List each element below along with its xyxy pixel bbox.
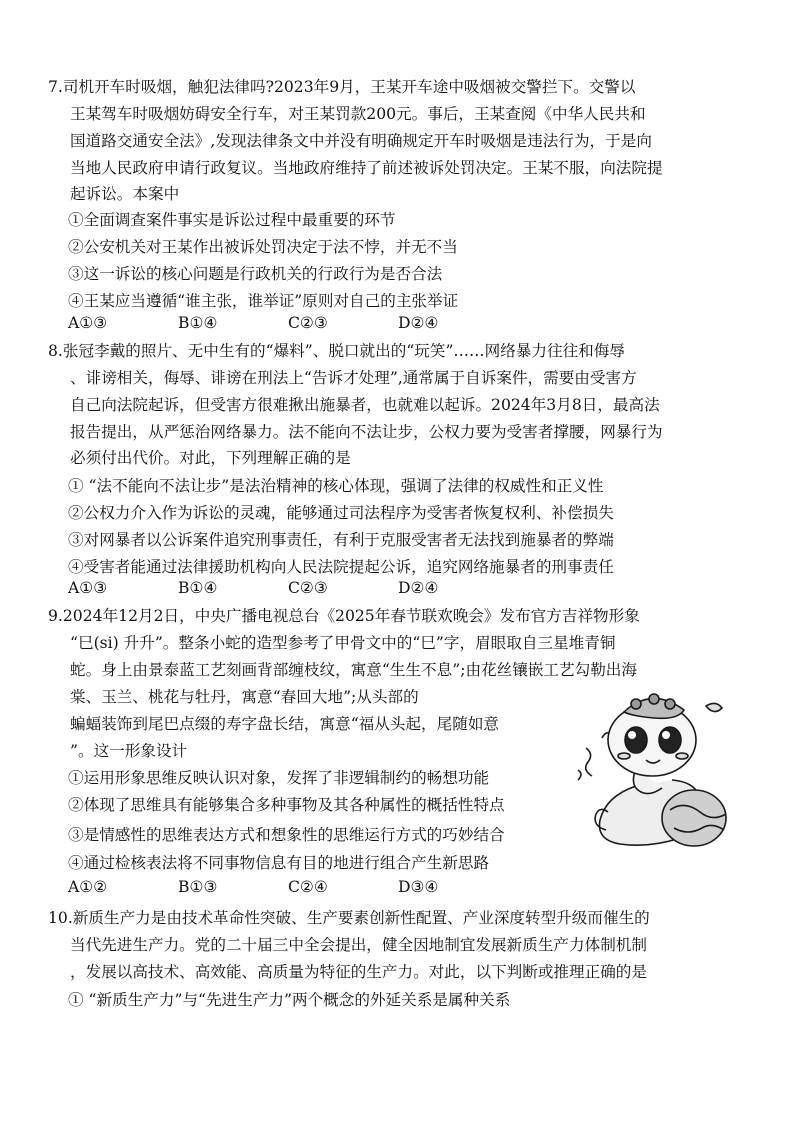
option-2: ②公权力介入作为诉讼的灵魂，能够通过司法程序为受害者恢复权利、补偿损失 [68,504,614,522]
question-stem-line: 必须付出代价。对此，下列理解正确的是 [70,449,351,467]
option-1: ① “法不能向不法让步”是法治精神的核心体现，强调了法律的权威性和正义性 [68,477,604,495]
question-stem-line: 当地人民政府申请行政复议。当地政府维持了前述被诉处罚决定。王某不服，向法院提 [70,159,663,177]
choice-d[interactable]: D③④ [398,878,439,896]
answer-choices [68,578,508,598]
question-stem-line: 当代先进生产力。党的二十届三中全会提出，健全因地制宜发展新质生产力体制机制 [70,936,647,954]
choice-c[interactable]: C②③ [288,579,328,597]
question-stem-line: 报告提出，从严惩治网络暴力。法不能向不法让步，公权力要为受害者撑腰，网暴行为 [70,423,663,441]
choice-c[interactable]: C②③ [288,314,328,332]
question-stem-line: 蛇。身上由景泰蓝工艺刻画背部缠枝纹，寓意“生生不息”;由花丝镶嵌工艺勾勒出海 [70,661,637,679]
question-stem-line: 王某驾车时吸烟妨碍安全行车，对王某罚款200元。事后，王某查阅《中华人民共和 [70,105,646,123]
question-stem-line: 7.司机开车时吸烟，触犯法律吗?2023年9月，王某开车途中吸烟被交警拦下。交警以 [48,78,636,96]
question-stem-line: 国道路交通安全法》,发现法律条文中并没有明确规定开车时吸烟是违法行为，于是向 [70,132,652,150]
option-3: ③对网暴者以公诉案件追究刑事责任，有利于克服受害者无法找到施暴者的弊端 [68,531,614,549]
choice-b[interactable]: B①④ [178,579,218,597]
question-stem-line: “巳(si) 升升”。整条小蛇的造型参考了甲骨文中的“巳”字，眉眼取自三星堆青铜 [70,634,616,652]
option-3: ③是情感性的思维表达方式和想象性的思维运行方式的巧妙结合 [68,826,505,844]
question-stem-line: 起诉讼。本案中 [70,185,180,203]
question-stem-line: 8.张冠李戴的照片、无中生有的“爆料”、脱口就出的“玩笑”……网络暴力往往和侮辱 [48,342,625,360]
option-1: ① “新质生产力”与“先进生产力”两个概念的外延关系是属种关系 [68,991,511,1009]
choice-c[interactable]: C②④ [288,878,328,896]
option-4: ④通过检核表法将不同事物信息有目的地进行组合产生新思路 [68,854,490,872]
choice-d[interactable]: D②④ [398,579,439,597]
option-1: ①运用形象思维反映认识对象，发挥了非逻辑制约的畅想功能 [68,769,490,787]
question-stem-line: 、诽谤相关，侮辱、诽谤在刑法上“告诉才处理”,通常属于自诉案件，需要由受害方 [70,369,637,387]
question-stem-line: 9.2024年12月2日，中央广播电视总台《2025年春节联欢晚会》发布官方吉祥物形象 [48,607,640,625]
answer-choices [68,877,508,897]
choice-d[interactable]: D②④ [398,314,439,332]
question-stem-line: 10.新质生产力是由技术革命性突破、生产要素创新性配置、产业深度转型升级而催生的 [48,909,650,927]
question-stem-line: 棠、玉兰、桃花与牡丹，寓意“春回大地”;从头部的 [70,688,419,706]
option-1: ①全面调查案件事实是诉讼过程中最重要的环节 [68,211,396,229]
option-3: ③这一诉讼的核心问题是行政机关的行政行为是否合法 [68,265,443,283]
option-4: ④王某应当遵循“谁主张，谁举证”原则对自己的主张举证 [68,292,459,310]
choice-a[interactable]: A①③ [68,579,108,597]
choice-a[interactable]: A①② [68,878,108,896]
option-2: ②体现了思维具有能够集合多种事物及其各种属性的概括性特点 [68,796,505,814]
question-stem-line: 自己向法院起诉，但受害方很难揪出施暴者，也就难以起诉。2024年3月8日，最高法 [70,396,660,414]
choice-b[interactable]: B①③ [178,878,218,896]
question-stem-line: 蝙蝠装饰到尾巴点缀的寿字盘长结，寓意“福从头起，尾随如意 [70,715,500,733]
choice-a[interactable]: A①③ [68,314,108,332]
answer-choices [68,313,508,333]
snake-mascot-icon [566,690,738,852]
question-stem-line: ”。这一形象设计 [70,742,188,760]
option-2: ②公安机关对王某作出被诉处罚决定于法不悖，并无不当 [68,238,458,256]
question-stem-line: ，发展以高技术、高效能、高质量为特征的生产力。对此，以下判断或推理正确的是 [70,963,647,981]
choice-b[interactable]: B①④ [178,314,218,332]
option-4: ④受害者能通过法律援助机构向人民法院提起公诉，追究网络施暴者的刑事责任 [68,558,614,576]
